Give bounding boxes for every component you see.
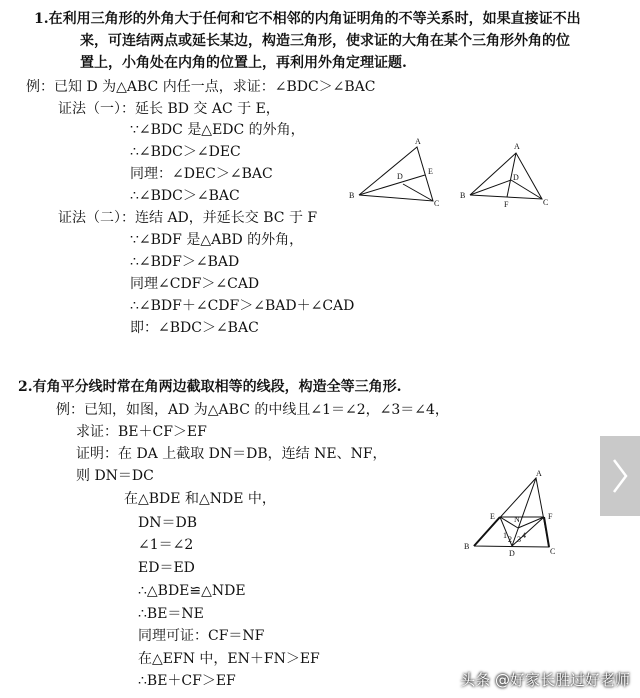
method2-line: 同理∠CDF＞∠CAD bbox=[130, 276, 260, 292]
in-triangles: 在△BDE 和△NDE 中， bbox=[124, 491, 276, 507]
method2-title: 证法（二）：连结 AD，并延长交 BC 于 F bbox=[58, 210, 318, 226]
fig1-label-d: D bbox=[397, 172, 403, 181]
fig2-label-a: A bbox=[514, 142, 520, 151]
method1-line: 同理：∠DEC＞∠BAC bbox=[130, 166, 273, 182]
example-1: 例：已知 D 为△ABC 内任一点，求证：∠BDC＞∠BAC bbox=[26, 79, 376, 95]
prove-statement: 求证：BE＋CF＞EF bbox=[76, 424, 207, 440]
watermark: 头条 @好家长胜过好老师 bbox=[460, 671, 630, 689]
fig3-label-f: F bbox=[548, 512, 553, 521]
fig3-label-e: E bbox=[490, 512, 495, 521]
section2-heading: 2.有角平分线时常在角两边截取相等的线段，构造全等三角形. bbox=[18, 379, 402, 395]
fig3-label-d: D bbox=[509, 549, 515, 558]
figure-1-diagram bbox=[345, 134, 455, 214]
method1-line: ∴∠BDC＞∠DEC bbox=[130, 144, 241, 160]
fig1-label-e: E bbox=[428, 167, 433, 176]
fig3-label-angle-2: 2 bbox=[508, 535, 512, 544]
condition-line: DN＝DB bbox=[138, 515, 197, 531]
fig3-label-angle-4: 4 bbox=[522, 531, 526, 540]
fig3-label-a: A bbox=[536, 469, 542, 478]
conclusion-line: ∴△BDE≌△NDE bbox=[138, 583, 246, 599]
proof-intro: 证明：在 DA 上截取 DN＝DB，连结 NE、NF， bbox=[76, 446, 387, 462]
section1-heading-line2: 来，可连结两点或延长某边，构造三角形，使求证的大角在某个三角形外角的位 bbox=[80, 33, 570, 49]
fig3-label-n: N bbox=[514, 515, 520, 524]
fig3-label-c: C bbox=[550, 547, 556, 556]
conclusion-line: ∴BE＝NE bbox=[138, 606, 204, 622]
condition-line: ∠1＝∠2 bbox=[138, 537, 194, 553]
proof-then: 则 DN＝DC bbox=[76, 468, 154, 484]
fig3-label-angle-3: 3 bbox=[517, 535, 521, 544]
fig1-label-c: C bbox=[434, 199, 440, 208]
fig2-label-d: D bbox=[513, 173, 519, 182]
fig1-label-a: A bbox=[415, 137, 421, 146]
method1-line: ∵∠BDC 是△EDC 的外角， bbox=[130, 122, 305, 138]
fig2-label-b: B bbox=[460, 191, 466, 200]
figure-3-diagram bbox=[460, 468, 565, 563]
section1-heading-line3: 置上，小角处在内角的位置上，再利用外角定理证题. bbox=[80, 55, 407, 71]
fig3-label-b: B bbox=[464, 542, 470, 551]
fig1-label-b: B bbox=[349, 191, 355, 200]
similarly-line: 同理可证：CF＝NF bbox=[138, 628, 265, 644]
method2-line: ∴∠BDF＞∠BAD bbox=[130, 254, 240, 270]
section1-heading: 1.在利用三角形的外角大于任何和它不相邻的内角证明角的不等关系时，如果直接证不出 bbox=[34, 11, 581, 27]
method2-line: 即：∠BDC＞∠BAC bbox=[130, 320, 259, 336]
method2-line: ∴∠BDF＋∠CDF＞∠BAD＋∠CAD bbox=[130, 298, 355, 314]
example-2: 例：已知，如图，AD 为△ABC 的中线且∠1＝∠2，∠3＝∠4， bbox=[56, 402, 449, 418]
method1-line: ∴∠BDC＞∠BAC bbox=[130, 188, 240, 204]
next-page-button[interactable] bbox=[600, 436, 640, 516]
fig2-label-c: C bbox=[543, 198, 549, 207]
chevron-right-icon bbox=[610, 456, 630, 496]
method1-title: 证法（一）：延长 BD 交 AC 于 E， bbox=[58, 101, 280, 117]
fig2-label-f: F bbox=[504, 200, 509, 209]
efn-line: 在△EFN 中，EN＋FN＞EF bbox=[138, 651, 320, 667]
condition-line: ED＝ED bbox=[138, 560, 195, 576]
figure-2-diagram bbox=[460, 134, 570, 214]
method2-line: ∵∠BDF 是△ABD 的外角， bbox=[130, 232, 304, 248]
fig3-label-angle-1: 1 bbox=[503, 531, 507, 540]
final-line: ∴BE＋CF＞EF bbox=[138, 673, 236, 689]
